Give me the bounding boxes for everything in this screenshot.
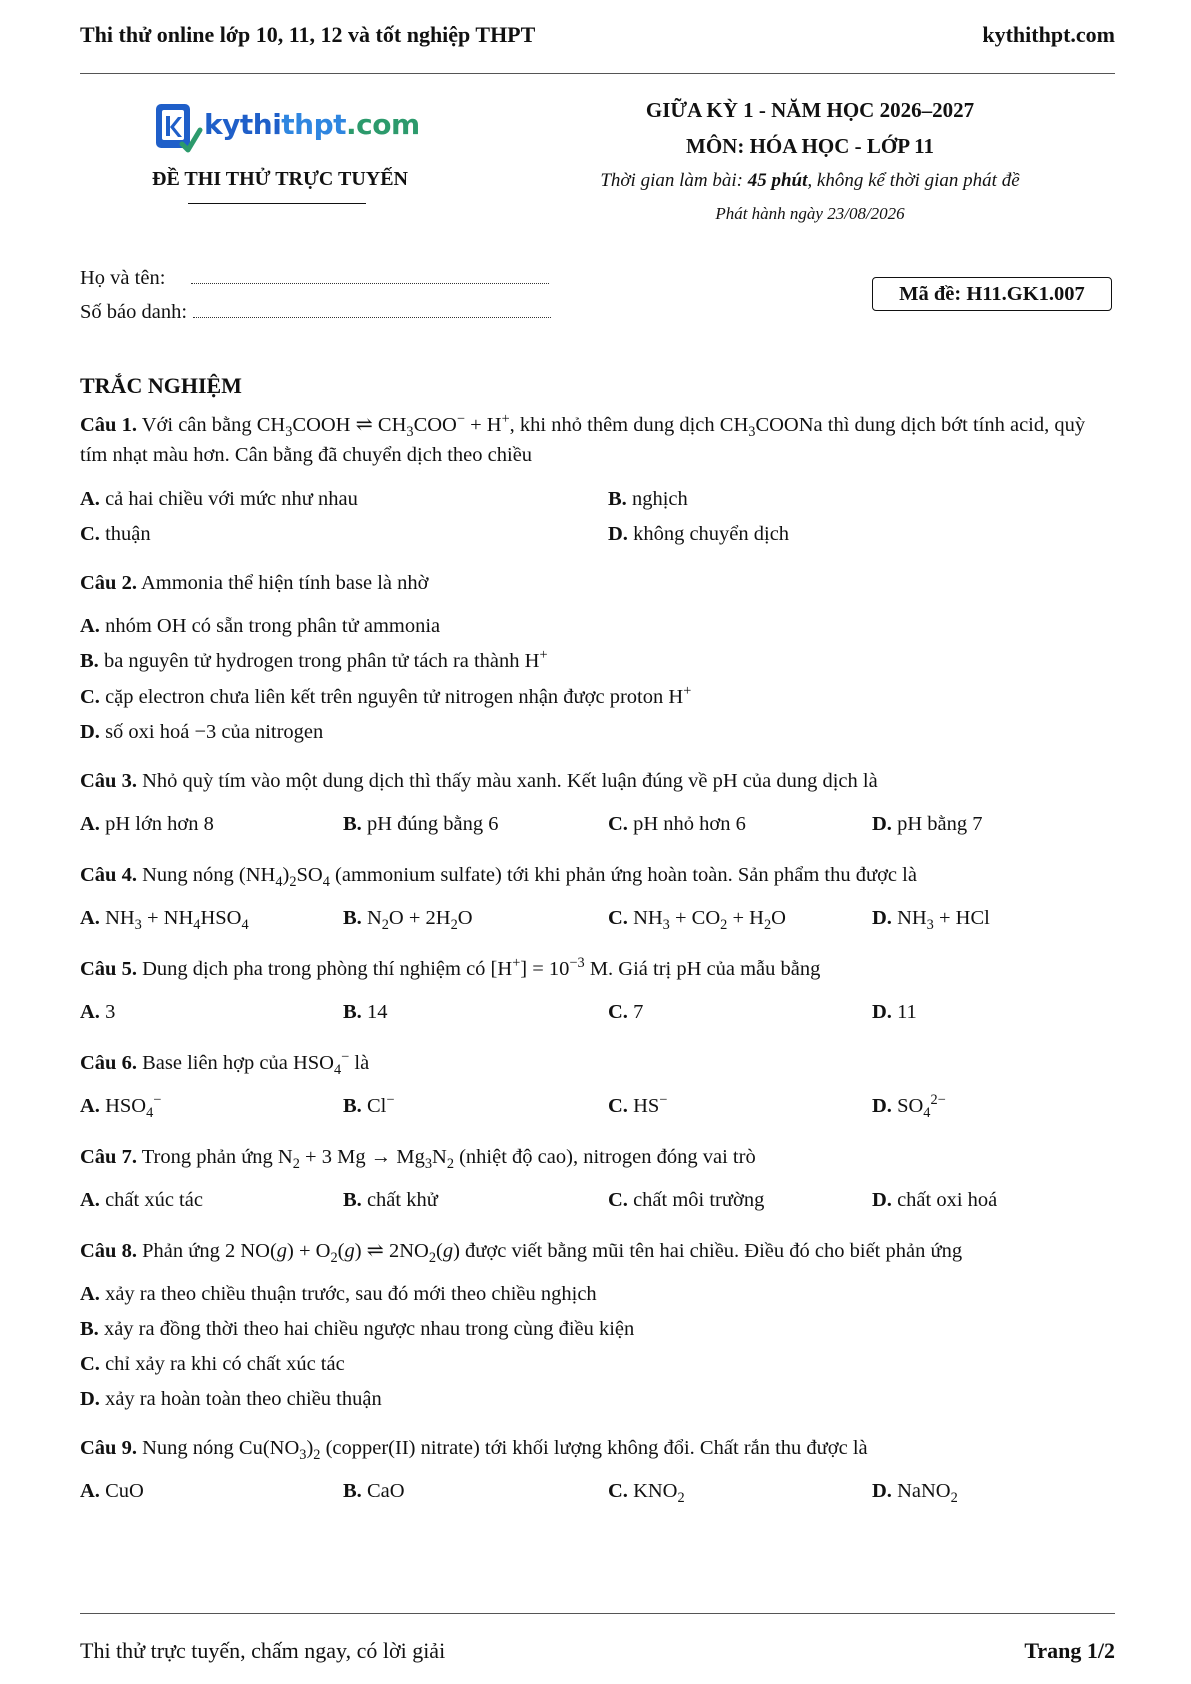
q7-option-c: C. chất môi trường xyxy=(608,1189,765,1211)
subtitle-underline xyxy=(188,203,366,204)
footer-rule xyxy=(80,1613,1115,1614)
q3-option-b: B. pH đúng bằng 6 xyxy=(343,813,499,835)
q7-option-a: A. chất xúc tác xyxy=(80,1189,203,1211)
q2-option-d: D. số oxi hoá −3 của nitrogen xyxy=(80,721,324,743)
q6-option-a: A. $HSO_4^-$ xyxy=(80,1092,162,1122)
name-dotted-line xyxy=(191,269,549,284)
q1-option-c: C. thuận xyxy=(80,523,151,545)
id-label: Số báo danh: xyxy=(80,301,188,323)
q5-option-c: C. 7 xyxy=(608,1001,644,1023)
section-title: TRẮC NGHIỆM xyxy=(80,373,242,398)
exam-time xyxy=(520,170,1100,192)
q4-option-d: D. $NH_3$ + HCl xyxy=(872,907,990,934)
logo-icon xyxy=(152,100,204,156)
time-suffix: , không kể thời gian phát đề xyxy=(807,170,1020,191)
logo-part-thpt: thpt xyxy=(281,108,347,141)
question-2: Câu 2. Ammonia thể hiện tính base là nhờ xyxy=(80,572,429,594)
site-logo xyxy=(152,100,420,158)
time-duration: 45 phút xyxy=(747,170,808,191)
question-4: Câu 4. Nung nóng $(NH_4)_2SO_4$ (ammonium sulfate) tới khi phản ứng hoàn toàn. Sản phẩm thu được là xyxy=(80,864,917,891)
name-field xyxy=(80,267,549,290)
q9-option-d: D. NaNO$_2$ xyxy=(872,1480,958,1507)
exam-code-box: Mã đề: H11.GK1.007 xyxy=(872,277,1112,311)
q4-option-c: C. $NH_3 + CO_2 + H_2O$ xyxy=(608,907,786,934)
q8-option-c: C. chỉ xảy ra khi có chất xúc tác xyxy=(80,1353,345,1375)
footer-left: Thi thử trực tuyến, chấm ngay, có lời giải xyxy=(80,1638,446,1663)
q3-option-c: C. pH nhỏ hơn 6 xyxy=(608,813,746,835)
header-rule xyxy=(80,73,1115,74)
q4-option-b: B. $N_2O + 2H_2O$ xyxy=(343,907,473,934)
exam-subject: MÔN: HÓA HỌC - LỚP 11 xyxy=(686,134,934,158)
question-9: Câu 9. Nung nóng $Cu(NO_3)_2$ (copper(II) nitrate) tới khối lượng không đổi. Chất rắn thu được là xyxy=(80,1437,868,1464)
q1-option-b: B. nghịch xyxy=(608,488,688,510)
header-right: kythithpt.com xyxy=(982,22,1115,47)
q5-option-d: D. 11 xyxy=(872,1001,917,1023)
q6-option-d: D. $SO_4^{2-}$ xyxy=(872,1092,946,1122)
subtitle-left: ĐỀ THI THỬ TRỰC TUYẾN xyxy=(152,168,408,190)
q9-option-c: C. $KNO_2$ xyxy=(608,1480,685,1507)
page-number: Trang 1/2 xyxy=(1024,1638,1115,1663)
q2-option-a: A. nhóm OH có sẵn trong phân tử ammonia xyxy=(80,615,441,637)
name-label: Họ và tên: xyxy=(80,267,166,289)
q8-option-a: A. xảy ra theo chiều thuận trước, sau đó mới theo chiều nghịch xyxy=(80,1283,597,1305)
q9-option-a: A. CuO xyxy=(80,1480,144,1502)
header-left: Thi thử online lớp 10, 11, 12 và tốt nghiệp THPT xyxy=(80,22,536,47)
q2-option-b: B. ba nguyên tử hydrogen trong phân tử tách ra thành H+ xyxy=(80,647,548,672)
q1-option-a: A. cả hai chiều với mức như nhau xyxy=(80,488,358,510)
logo-part-com: .com xyxy=(346,108,420,141)
logo-part-kythi: kythi xyxy=(204,108,282,141)
q6-option-c: C. HS− xyxy=(608,1092,668,1117)
q9-option-b: B. CaO xyxy=(343,1480,405,1502)
id-dotted-line xyxy=(193,303,551,318)
q8-option-b: B. xảy ra đồng thời theo hai chiều ngược nhau trong cùng điều kiện xyxy=(80,1318,635,1340)
q2-option-c: C. cặp electron chưa liên kết trên nguyên tử nitrogen nhận được proton H+ xyxy=(80,683,692,708)
question-8: Câu 8. Phản ứng 2 $NO(g) + O_2(g)$ ⇌ $2NO_2(g)$ được viết bằng mũi tên hai chiều. Điều đó cho biết phản ứng xyxy=(80,1240,963,1267)
q3-option-a: A. pH lớn hơn 8 xyxy=(80,813,214,835)
question-7: Câu 7. Trong phản ứng $N_2 + 3$ $Mg \to Mg_3N_2$ (nhiệt độ cao), nitrogen đóng vai trò xyxy=(80,1146,756,1173)
question-3: Câu 3. Nhỏ quỳ tím vào một dung dịch thì thấy màu xanh. Kết luận đúng về pH của dung dịch là xyxy=(80,770,878,792)
q7-option-d: D. chất oxi hoá xyxy=(872,1189,998,1211)
time-prefix: Thời gian làm bài: xyxy=(600,170,748,191)
exam-title: GIỮA KỲ 1 - NĂM HỌC 2026–2027 xyxy=(645,98,975,122)
q1-option-d: D. không chuyển dịch xyxy=(608,523,790,545)
q5-option-b: B. 14 xyxy=(343,1001,388,1023)
question-5: Câu 5. Dung dịch pha trong phòng thí nghiệm có $[H^+] = 10^{-3}$ M. Giá trị pH của mẫu bằng xyxy=(80,955,821,980)
question-1: Câu 1. Với cân bằng $CH_3COOH$ ⇌ $CH_3COO^- + H^+$, khi nhỏ thêm dung dịch $CH_3COONa$ thì dung dịch bớt tính acid, quỳ tím nhạt màu hơn. Cân bằng đã chuyển dịch theo chiều xyxy=(80,411,1086,466)
q7-option-b: B. chất khử xyxy=(343,1189,438,1211)
question-6: Câu 6. Base liên hợp của $HSO_4^-$ là xyxy=(80,1049,370,1079)
release-date: Phát hành ngày 23/08/2026 xyxy=(715,204,905,223)
q6-option-b: B. Cl− xyxy=(343,1092,395,1117)
logo-text xyxy=(204,108,420,141)
q4-option-a: A. $NH_3 + NH_4HSO_4$ xyxy=(80,907,249,934)
q8-option-d: D. xảy ra hoàn toàn theo chiều thuận xyxy=(80,1388,382,1410)
id-field xyxy=(80,301,551,324)
q3-option-d: D. pH bằng 7 xyxy=(872,813,983,835)
q5-option-a: A. 3 xyxy=(80,1001,116,1023)
